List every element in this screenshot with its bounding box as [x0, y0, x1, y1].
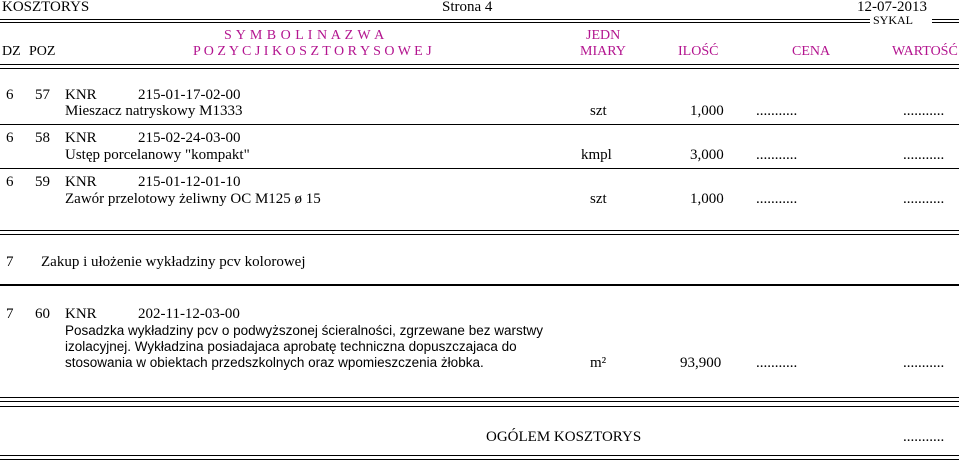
- row-dz: 6: [6, 87, 14, 103]
- section-title: Zakup i ułożenie wykładziny pcv kolorowej: [41, 254, 306, 270]
- row-poz: 60: [35, 306, 50, 322]
- row-code: 215-01-17-02-00: [138, 87, 241, 103]
- row-unit: m²: [590, 355, 607, 371]
- row-poz: 58: [35, 130, 50, 146]
- column-jedn-bottom: MIARY: [580, 44, 626, 59]
- column-cena: CENA: [792, 44, 831, 59]
- section-bottom-rule: [0, 284, 959, 286]
- row-type: KNR: [65, 306, 97, 322]
- row-value: ...........: [903, 147, 945, 163]
- column-ilosc: ILOŚĆ: [678, 44, 719, 59]
- section-number: 7: [6, 254, 14, 270]
- header-bottom-rule: [0, 64, 959, 69]
- row-price: ...........: [756, 147, 798, 163]
- row-dz: 6: [6, 130, 14, 146]
- page-number: Strona 4: [442, 0, 493, 15]
- column-symbol-top: S Y M B O L I N A Z W A: [224, 28, 385, 43]
- document-title: KOSZTORYS: [2, 0, 90, 15]
- row-description-line: Posadzka wykładziny pcv o podwyższonej ścieralności, zgrzewane bez warstwy: [65, 323, 543, 338]
- header-rule-right: [932, 19, 959, 20]
- column-dz: DZ: [2, 44, 21, 59]
- row-type: KNR: [65, 174, 97, 190]
- brand-label: SYKAL: [873, 13, 914, 27]
- row-dz: 6: [6, 174, 14, 190]
- row-name: Ustęp porcelanowy "kompakt": [65, 147, 250, 163]
- row-qty: 93,900: [680, 355, 722, 371]
- row-poz: 57: [35, 87, 50, 103]
- row-price: ...........: [756, 355, 798, 371]
- page-bottom-rule: [0, 455, 959, 460]
- column-wartosc: WARTOŚĆ: [892, 44, 958, 59]
- document-date: 12-07-2013: [857, 0, 927, 15]
- row-price: ...........: [756, 191, 798, 207]
- row-divider: [0, 124, 959, 125]
- row-qty: 1,000: [690, 103, 724, 119]
- row-unit: szt: [590, 191, 607, 207]
- row-value: ...........: [903, 355, 945, 371]
- header-rule-right-2: [932, 22, 959, 23]
- column-symbol-bottom: P O Z Y C J I K O S Z T O R Y S O W E J: [193, 44, 432, 59]
- row-code: 215-02-24-03-00: [138, 130, 241, 146]
- row-price: ...........: [756, 103, 798, 119]
- total-top-rule: [0, 397, 959, 402]
- row-name: Zawór przelotowy żeliwny OC M125 ø 15: [65, 191, 321, 207]
- section-top-rule: [0, 230, 959, 235]
- total-value: ...........: [903, 429, 945, 445]
- row-unit: kmpl: [581, 147, 612, 163]
- column-jedn-top: JEDN: [586, 28, 621, 43]
- row-value: ...........: [903, 103, 945, 119]
- row-description-line: izolacyjnej. Wykładzina posiadajaca aprobatę techniczna dopuszczajaca do: [65, 339, 517, 354]
- total-rule-3: [0, 406, 959, 407]
- row-dz: 7: [6, 306, 14, 322]
- row-description-line: stosowania w obiektach przedszkolnych oraz wpomieszczenia żłobka.: [65, 355, 484, 370]
- row-unit: szt: [590, 103, 607, 119]
- row-type: KNR: [65, 130, 97, 146]
- row-divider: [0, 168, 959, 169]
- row-code: 215-01-12-01-10: [138, 174, 241, 190]
- header-rule-left-2: [0, 22, 870, 23]
- row-code: 202-11-12-03-00: [138, 306, 240, 322]
- header-rule-left: [0, 19, 870, 20]
- total-label: OGÓLEM KOSZTORYS: [486, 429, 642, 445]
- column-poz: POZ: [29, 44, 56, 59]
- row-poz: 59: [35, 174, 50, 190]
- row-qty: 1,000: [690, 191, 724, 207]
- row-qty: 3,000: [690, 147, 724, 163]
- row-value: ...........: [903, 191, 945, 207]
- row-type: KNR: [65, 87, 97, 103]
- row-name: Mieszacz natryskowy M1333: [65, 103, 243, 119]
